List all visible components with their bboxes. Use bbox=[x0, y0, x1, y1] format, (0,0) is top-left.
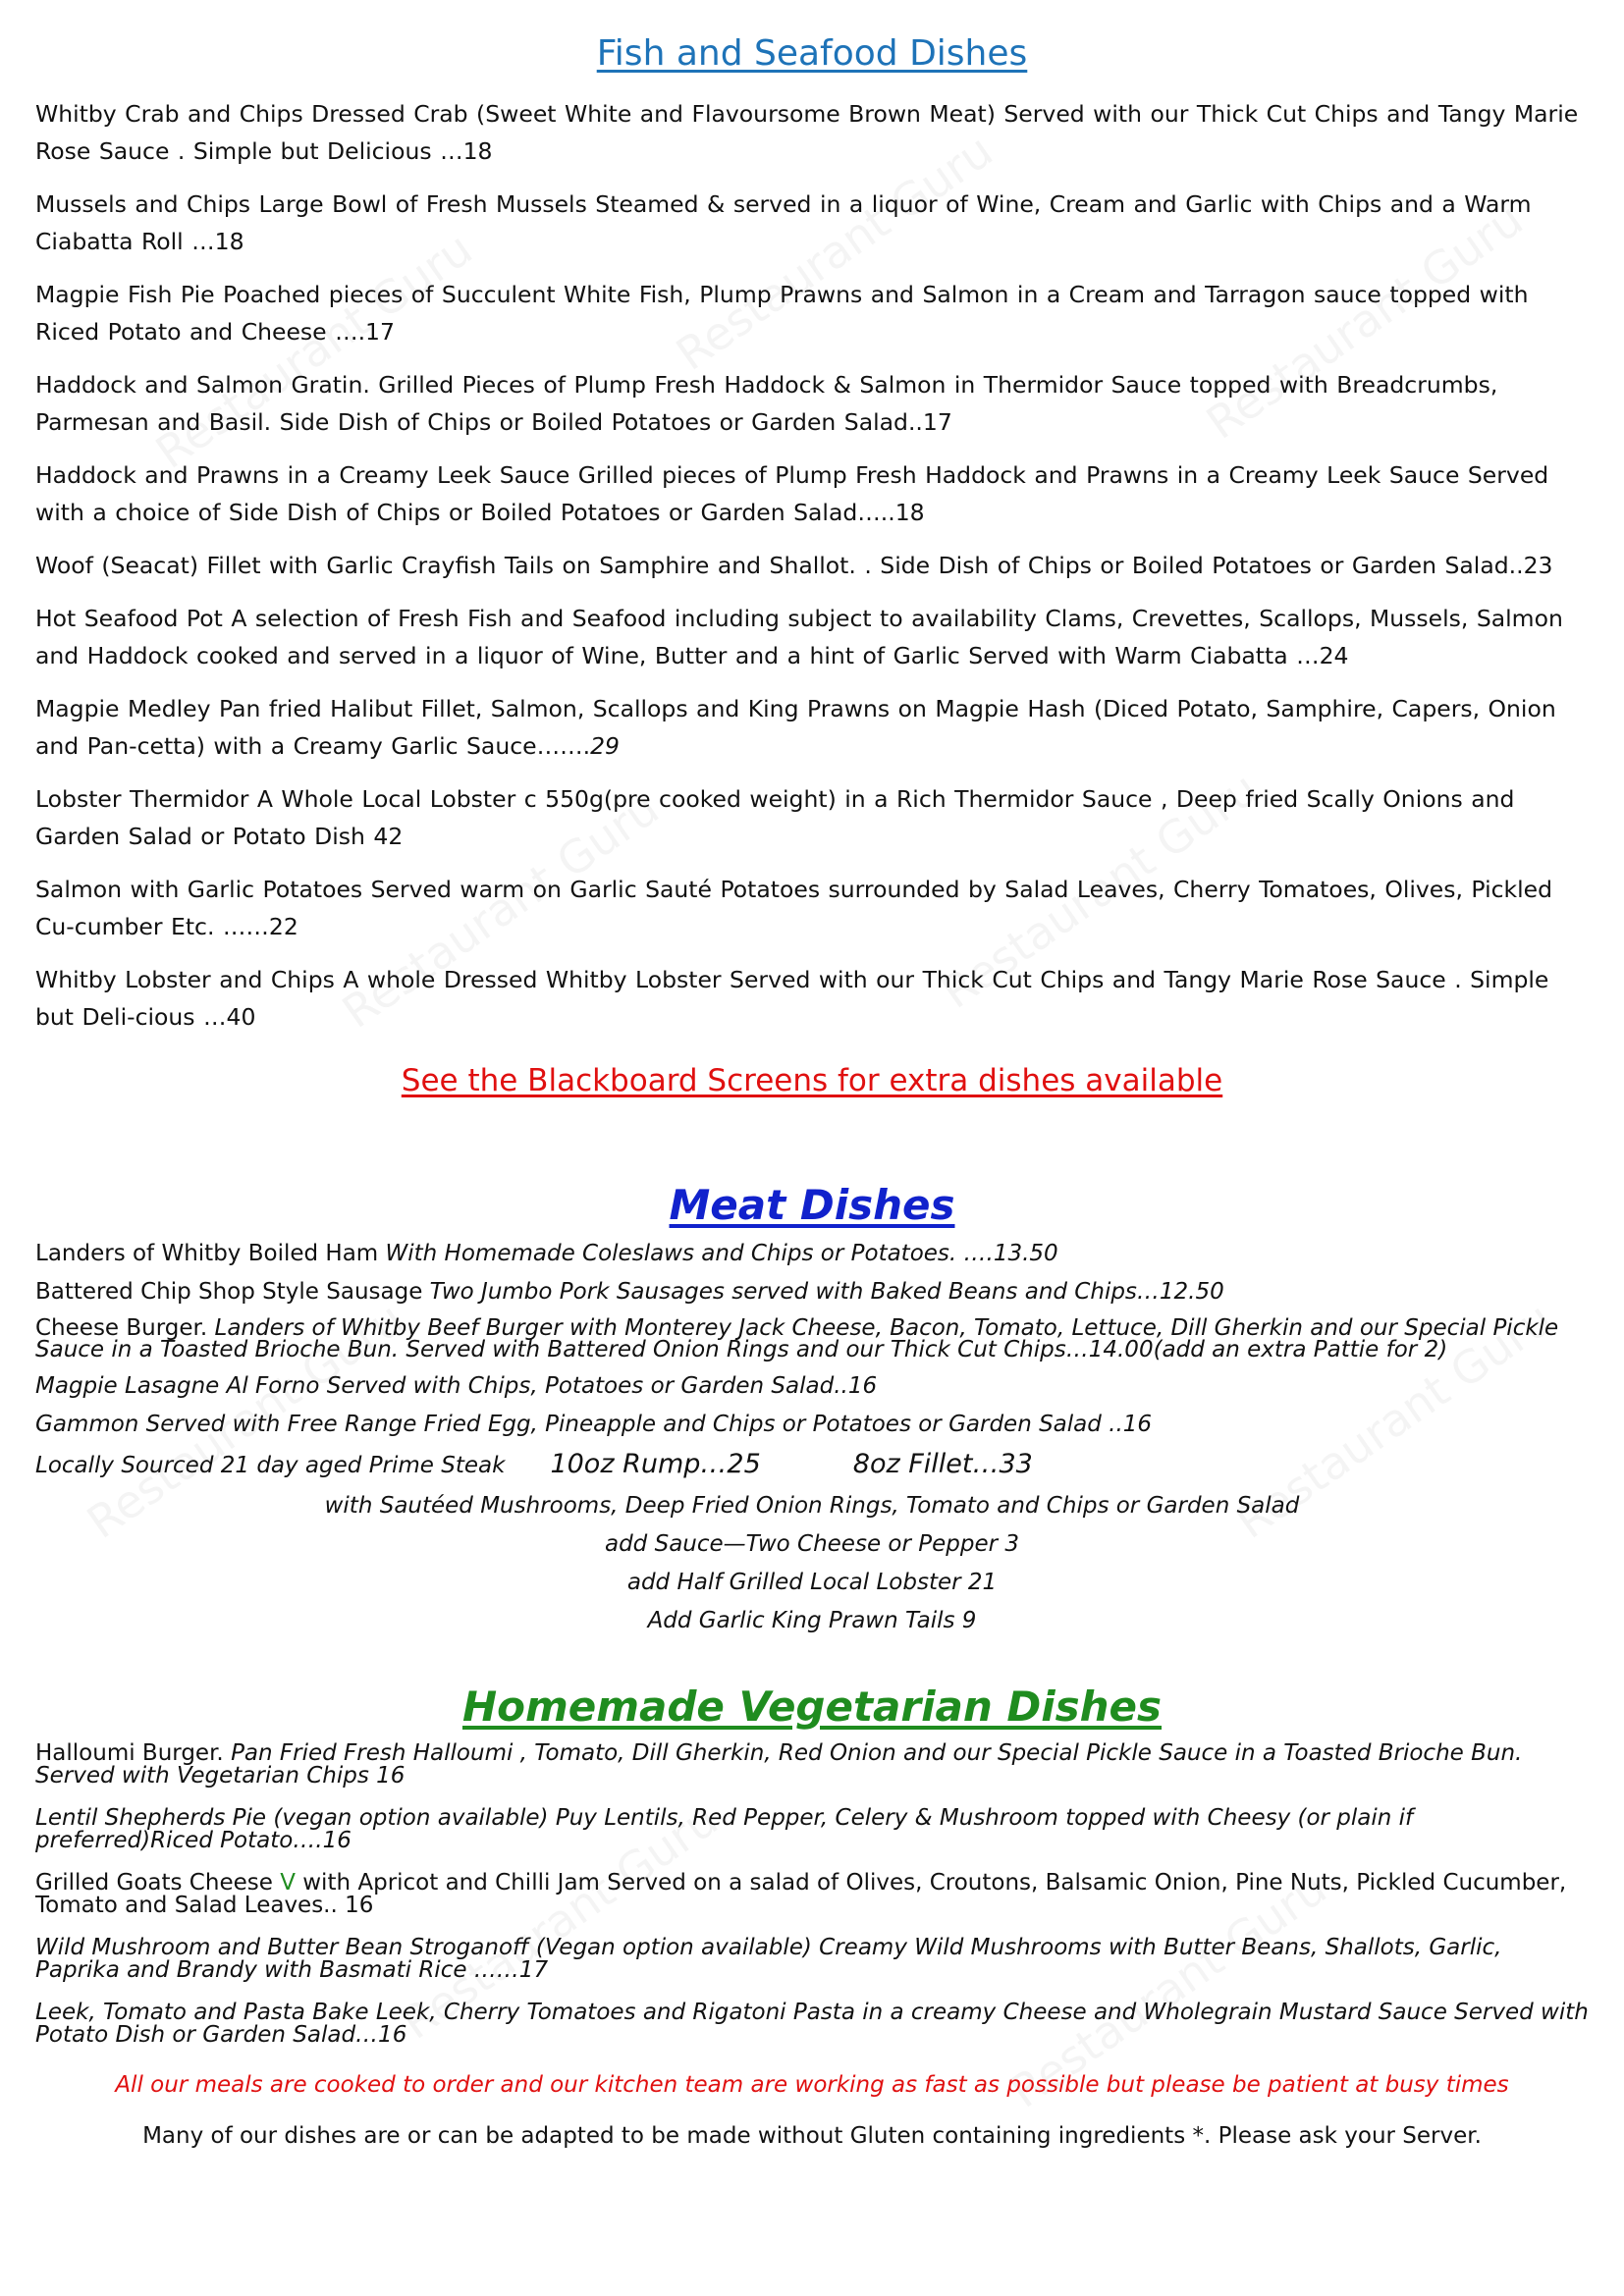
medley-text: Magpie Medley Pan fried Halibut Fillet, Salmon, Scallops and King Prawns on Magpie Hash (Diced Potato, Samphire, Capers, Onion and Pan-cetta) with a Creamy Garlic Sauce……. bbox=[35, 695, 1556, 760]
menu-item-lentil-shepherds-pie: Lentil Shepherds Pie (vegan option available) Puy Lentils, Red Pepper, Celery & Mushroom topped with Cheesy (or plain if preferred)Riced Potato….16 bbox=[35, 1805, 1414, 1853]
menu-item-magpie-medley bbox=[35, 690, 1589, 765]
fish-items bbox=[35, 95, 1589, 1036]
steak-detail-line: add Half Grilled Local Lobster 21 bbox=[626, 1570, 998, 1595]
steak-detail-line: with Sautéed Mushrooms, Deep Fried Onion Rings, Tomato and Chips or Garden Salad bbox=[324, 1493, 1300, 1519]
item-description: Pan Fried Fresh Halloumi , Tomato, Dill Gherkin, Red Onion and our Special Pickle Sauce in a Toasted Brioche Bun. Served with Vegetarian Chips 16 bbox=[35, 1740, 1523, 1789]
steak-rump: 10oz Rump…25 bbox=[550, 1449, 761, 1479]
menu-item-halloumi-burger bbox=[35, 1742, 1589, 1788]
item-description: With Homemade Coleslaws and Chips or Potatoes. ….13.50 bbox=[385, 1241, 1058, 1266]
item-name: Halloumi Burger. bbox=[35, 1740, 232, 1766]
blackboard-notice: See the Blackboard Screens for extra dishes available bbox=[401, 1063, 1223, 1098]
item-name: Battered Chip Shop Style Sausage bbox=[35, 1279, 430, 1305]
steak-fillet: 8oz Fillet…33 bbox=[852, 1449, 1033, 1479]
steak-detail-line: Add Garlic King Prawn Tails 9 bbox=[647, 1608, 977, 1633]
menu-item-cheese-burger bbox=[35, 1317, 1589, 1361]
item-name: Cheese Burger. bbox=[35, 1315, 215, 1341]
gluten-notice: Many of our dishes are or can be adapted to be made without Gluten containing ingredients *. Please ask your Server. bbox=[142, 2123, 1482, 2149]
veg-items bbox=[35, 1742, 1589, 2047]
item-description: Landers of Whitby Beef Burger with Monterey Jack Cheese, Bacon, Tomato, Lettuce, Dill Gherkin and our Special Pickle Sauce in a Toasted Brioche Bun. Served with Battered Onion Rings and our Thick Cut Chips…14.00(add an extra Pattie for 2) bbox=[35, 1315, 1559, 1362]
menu-item-ham bbox=[35, 1241, 1589, 1266]
menu-page bbox=[35, 33, 1589, 2149]
vegetarian-badge: V bbox=[280, 1870, 296, 1896]
veg-section-title: Homemade Vegetarian Dishes bbox=[461, 1682, 1163, 1731]
menu-item-goats-cheese bbox=[35, 1872, 1589, 1917]
menu-item-lasagne: Magpie Lasagne Al Forno Served with Chips, Potatoes or Garden Salad..16 bbox=[35, 1373, 878, 1399]
menu-item: Mussels and Chips Large Bowl of Fresh Mussels Steamed & served in a liquor of Wine, Cream and Garlic with Chips and a Warm Ciabatta Roll …18 bbox=[35, 190, 1532, 255]
item-description: Two Jumbo Pork Sausages served with Baked Beans and Chips…12.50 bbox=[429, 1279, 1224, 1305]
menu-item: Haddock and Salmon Gratin. Grilled Pieces of Plump Fresh Haddock & Salmon in Thermidor Sauce topped with Breadcrumbs, Parmesan and Basil. Side Dish of Chips or Boiled Potatoes or Garden Salad..17 bbox=[35, 371, 1498, 436]
steak-intro: Locally Sourced 21 day aged Prime Steak bbox=[35, 1453, 506, 1478]
menu-item-stroganoff: Wild Mushroom and Butter Bean Stroganoff (Vegan option available) Creamy Wild Mushrooms with Butter Beans, Shallots, Garlic, Paprika and Brandy with Basmati Rice ……17 bbox=[35, 1935, 1502, 1983]
menu-item: Salmon with Garlic Potatoes Served warm on Garlic Sauté Potatoes surrounded by Salad Leaves, Cherry Tomatoes, Olives, Pickled Cu-cumber Etc. ……22 bbox=[35, 876, 1553, 940]
meat-section-title: Meat Dishes bbox=[669, 1181, 955, 1229]
menu-item-steak bbox=[35, 1450, 1589, 1480]
menu-item: Whitby Crab and Chips Dressed Crab (Sweet White and Flavoursome Brown Meat) Served with our Thick Cut Chips and Tangy Marie Rose Sauce . Simple but Delicious …18 bbox=[35, 100, 1579, 165]
menu-item-gammon: Gammon Served with Free Range Fried Egg, Pineapple and Chips or Potatoes or Garden Salad ..16 bbox=[35, 1412, 1153, 1437]
menu-item-leek-pasta-bake: Leek, Tomato and Pasta Bake Leek, Cherry Tomatoes and Rigatoni Pasta in a creamy Cheese and Wholegrain Mustard Sauce Served with Potato Dish or Garden Salad…16 bbox=[35, 2000, 1589, 2048]
menu-item: Woof (Seacat) Fillet with Garlic Crayfish Tails on Samphire and Shallot. . Side Dish of Chips or Boiled Potatoes or Garden Salad..23 bbox=[35, 552, 1553, 579]
item-description: with Apricot and Chilli Jam Served on a salad of Olives, Croutons, Balsamic Onion, Pine Nuts, Pickled Cucumber, Tomato and Salad Leaves.. 16 bbox=[35, 1870, 1567, 1918]
menu-item: Lobster Thermidor A Whole Local Lobster c 550g(pre cooked weight) in a Rich Thermidor Sauce , Deep fried Scally Onions and Garden Salad or Potato Dish 42 bbox=[35, 785, 1515, 850]
menu-item: Whitby Lobster and Chips A whole Dressed Whitby Lobster Served with our Thick Cut Chips and Tangy Marie Rose Sauce . Simple but Deli-cious …40 bbox=[35, 966, 1549, 1031]
item-name: Landers of Whitby Boiled Ham bbox=[35, 1241, 386, 1266]
medley-price: 29 bbox=[590, 732, 620, 760]
cooked-to-order-notice: All our meals are cooked to order and our kitchen team are working as fast as possible but please be patient at busy times bbox=[115, 2072, 1509, 2098]
menu-item: Haddock and Prawns in a Creamy Leek Sauce Grilled pieces of Plump Fresh Haddock and Prawns in a Creamy Leek Sauce Served with a choice of Side Dish of Chips or Boiled Potatoes or Garden Salad…..18 bbox=[35, 461, 1549, 526]
menu-item: Hot Seafood Pot A selection of Fresh Fish and Seafood including subject to availability Clams, Crevettes, Scallops, Mussels, Salmon and Haddock cooked and served in a liquor of Wine, Butter and a hint of Garlic Served with Warm Ciabatta …24 bbox=[35, 605, 1563, 669]
steak-detail-line: add Sauce—Two Cheese or Pepper 3 bbox=[604, 1531, 1020, 1557]
menu-item-sausage bbox=[35, 1279, 1589, 1305]
menu-item: Magpie Fish Pie Poached pieces of Succulent White Fish, Plump Prawns and Salmon in a Cream and Tarragon sauce topped with Riced Potato and Cheese ….17 bbox=[35, 281, 1529, 346]
fish-section-title: Fish and Seafood Dishes bbox=[596, 33, 1028, 74]
item-name: Grilled Goats Cheese bbox=[35, 1870, 281, 1896]
meat-items bbox=[35, 1241, 1589, 1633]
